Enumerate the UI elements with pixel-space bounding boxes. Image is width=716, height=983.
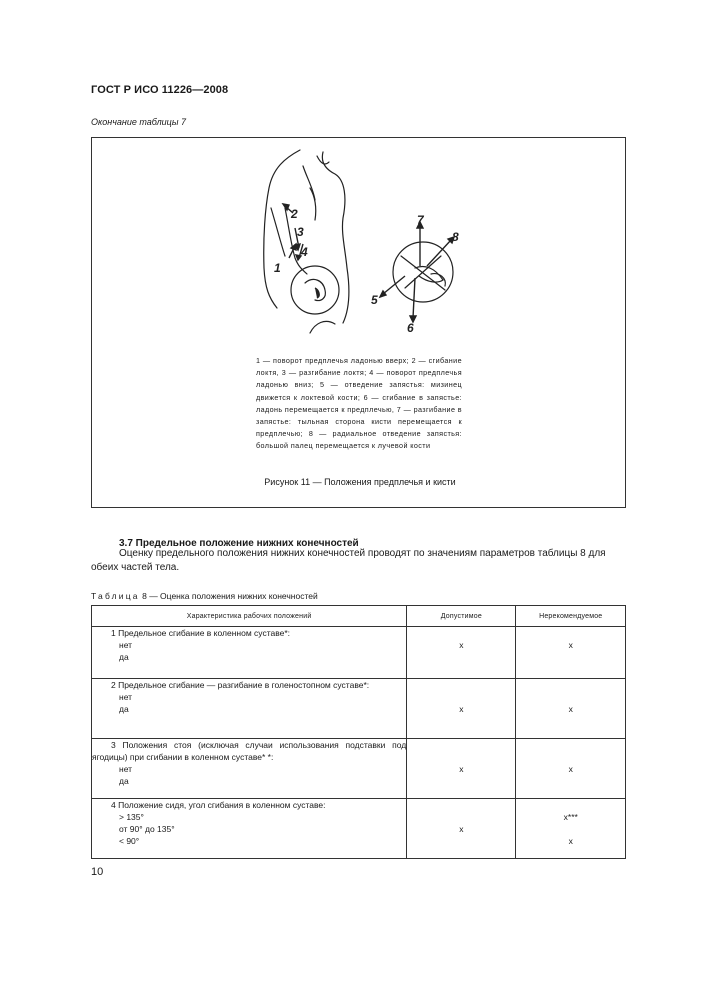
figure-label-7: 7 xyxy=(417,213,424,227)
row-option: > 135° xyxy=(119,812,144,822)
row-mark: x xyxy=(459,824,464,834)
table-row xyxy=(92,739,626,799)
section-title: 3.7 Предельное положение нижних конечностей xyxy=(119,538,359,549)
table-caption-text: 8 — Оценка положения нижних конечностей xyxy=(142,591,318,601)
row-not-recommended xyxy=(516,679,626,739)
row-allowed xyxy=(407,739,516,799)
table-row xyxy=(92,627,626,679)
section-paragraph xyxy=(91,547,631,575)
row-title: 3 Положения стоя (исключая случаи использования подставки под ягодицы) при сгибании в коленном суставе* *: xyxy=(92,740,407,762)
header-allowed: Допустимое xyxy=(407,606,516,627)
row-mark: x xyxy=(459,640,464,650)
section-paragraph-text: Оценку предельного положения нижних конечностей проводят по значениям параметров таблицы 8 для обеих частей тела. xyxy=(91,548,606,573)
row-description xyxy=(92,739,407,799)
row-description xyxy=(92,799,407,859)
page-number: 10 xyxy=(91,866,104,878)
figure-label-8: 8 xyxy=(452,230,459,244)
row-title: 4 Положение сидя, угол сгибания в коленном суставе: xyxy=(111,800,326,810)
row-description xyxy=(92,679,407,739)
table-continuation-note: Окончание таблицы 7 xyxy=(91,117,186,127)
figure-label-6: 6 xyxy=(407,321,414,335)
row-option: нет xyxy=(119,692,133,702)
row-option: от 90° до 135° xyxy=(119,824,175,834)
row-not-recommended xyxy=(516,799,626,859)
row-option: нет xyxy=(119,764,133,774)
figure-label-3: 3 xyxy=(297,225,304,239)
figure-title: Рисунок 11 — Положения предплечья и кисти xyxy=(264,477,456,487)
figure-label-1: 1 xyxy=(274,261,281,275)
table-row xyxy=(92,799,626,859)
row-allowed xyxy=(407,799,516,859)
row-not-recommended xyxy=(516,739,626,799)
row-mark: x xyxy=(568,640,573,650)
row-description xyxy=(92,627,407,679)
figure-illustration xyxy=(255,148,465,348)
row-option: да xyxy=(119,652,129,662)
table-row xyxy=(92,679,626,739)
row-option: нет xyxy=(119,640,133,650)
row-allowed xyxy=(407,679,516,739)
limb-position-table xyxy=(91,605,626,859)
row-mark: x xyxy=(568,836,573,846)
row-title: 2 Предельное сгибание — разгибание в голеностопном суставе*: xyxy=(111,680,370,690)
table-header-row xyxy=(92,606,626,627)
row-mark: x xyxy=(568,764,573,774)
row-option: < 90° xyxy=(119,836,140,846)
header-not-recommended: Нерекомендуемое xyxy=(516,606,626,627)
row-option: да xyxy=(119,704,129,714)
row-title: 1 Предельное сгибание в коленном суставе*: xyxy=(111,628,291,638)
row-mark: x*** xyxy=(563,812,578,822)
row-mark: x xyxy=(568,704,573,714)
figure-label-2: 2 xyxy=(291,207,298,221)
row-mark: x xyxy=(459,764,464,774)
figure-label-5: 5 xyxy=(371,293,378,307)
figure-label-4: 4 xyxy=(301,245,308,259)
header-characteristics: Характеристика рабочих положений xyxy=(92,606,407,627)
row-allowed xyxy=(407,627,516,679)
document-header: ГОСТ Р ИСО 11226—2008 xyxy=(91,84,229,96)
figure-legend: 1 — поворот предплечья ладонью вверх; 2 — сгибание локтя, 3 — разгибание локтя; 4 — поворот предплечья ладонью вниз; 5 — отведение запястья: мизинец движется к локтевой кости; 6 — сгибание в запястье: ладонь перемещается к предплечью, 7 — разгибание в запястье: тыльная сторона кисти перемещается к предплечью; 8 — радиальное отведение запястья: большой палец перемещается к лучевой кости xyxy=(256,356,462,451)
table-caption-prefix: Таблица xyxy=(91,591,140,601)
row-not-recommended xyxy=(516,627,626,679)
row-option: да xyxy=(119,776,129,786)
table-caption xyxy=(91,591,318,601)
row-mark: x xyxy=(459,704,464,714)
